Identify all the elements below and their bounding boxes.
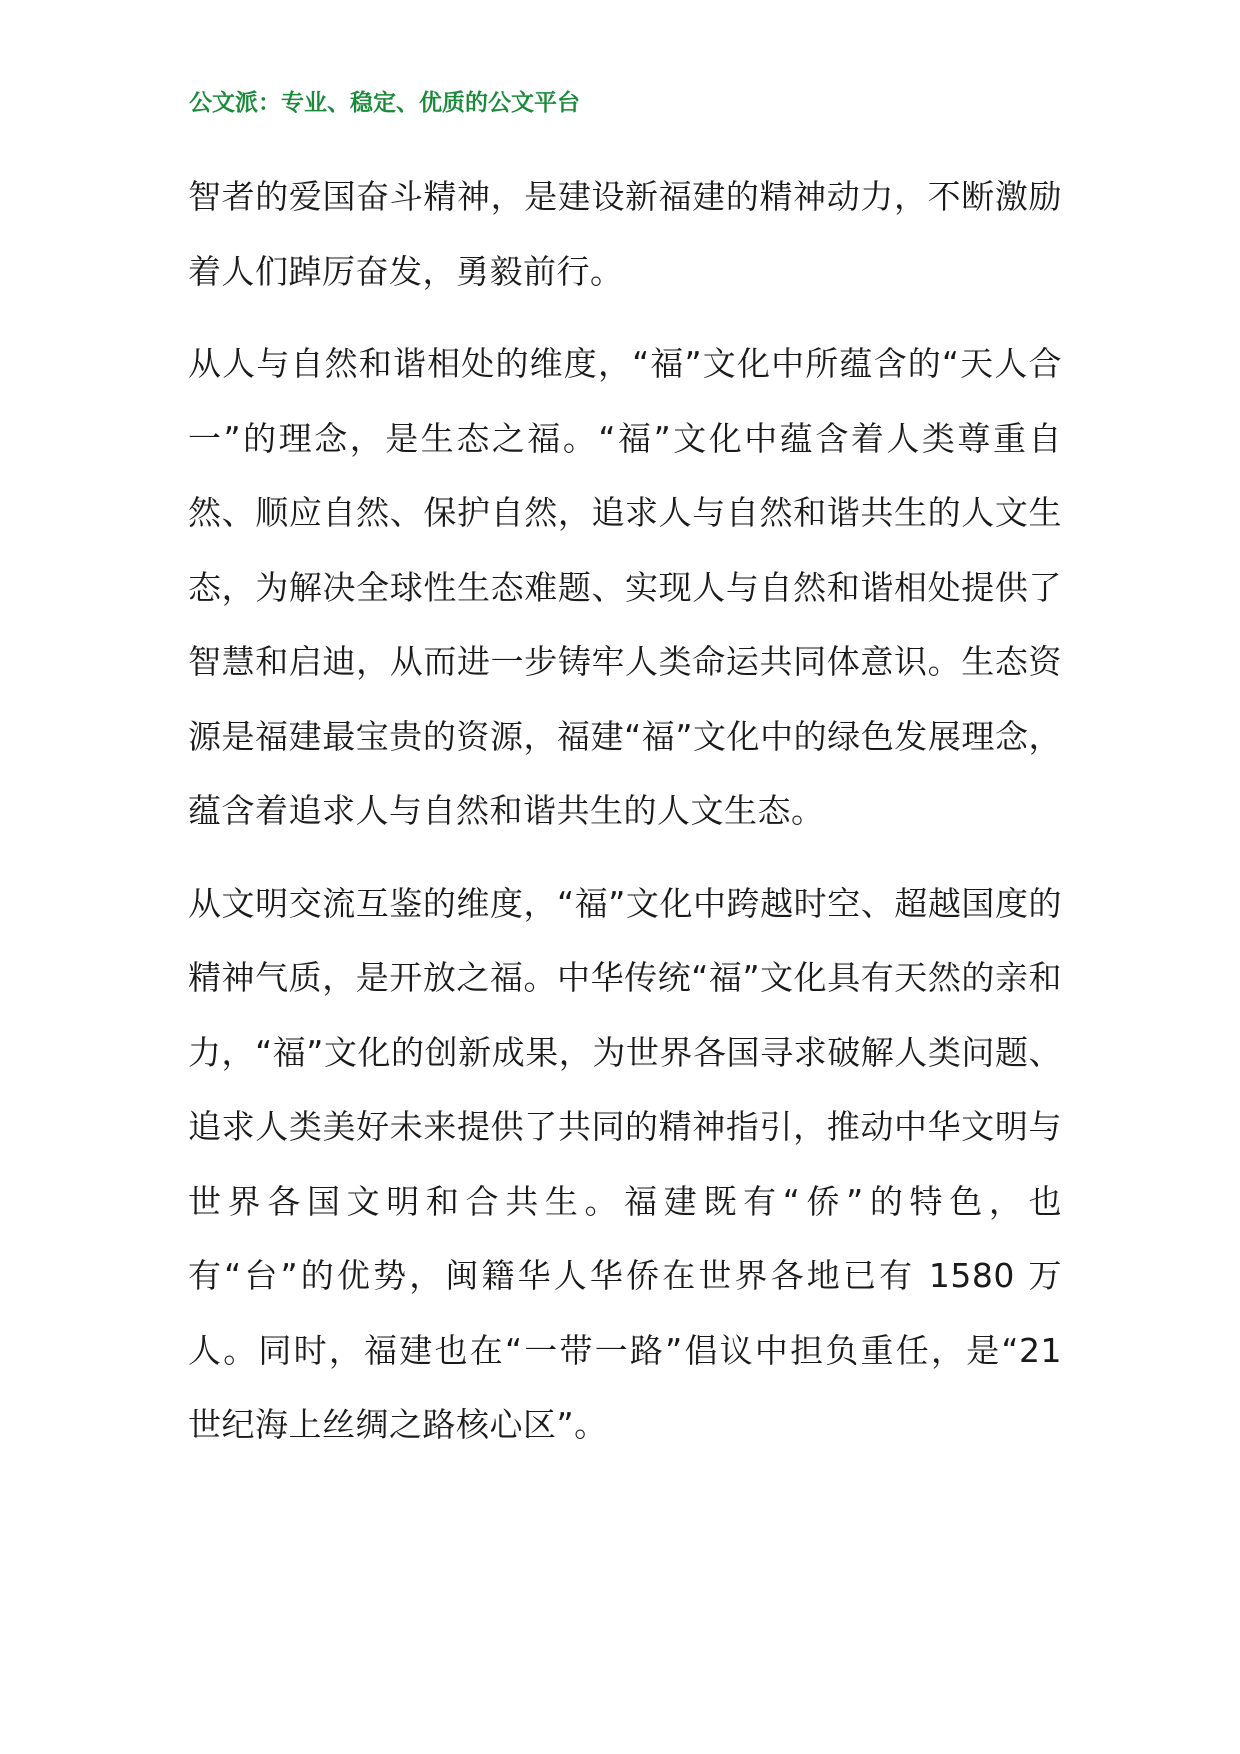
- document-body: [188, 160, 1062, 1481]
- paragraph-patriotic-spirit: 智者的爱国奋斗精神，是建设新福建的精神动力，不断激励着人们踔厉奋发，勇毅前行。: [188, 177, 1062, 291]
- page-header: 公文派：专业、稳定、优质的公文平台: [189, 90, 580, 116]
- paragraph-openness-blessing: 从文明交流互鉴的维度，“福”文化中跨越时空、超越国度的精神气质，是开放之福。中华传统“福”文化具有天然的亲和力，“福”文化的创新成果，为世界各国寻求破解人类问题、追求人类美好未来提供了共同的精神指引，推动中华文明与世界各国文明和合共生。福建既有“侨”的特色，也有“台”的优势，闽籍华人华侨在世界各地已有 1580 万人。同时，福建也在“一带一路”倡议中担负重任，是“21 世纪海上丝绸之路核心区”。: [188, 883, 1062, 1444]
- paragraph-ecological-blessing: 从人与自然和谐相处的维度，“福”文化中所蕴含的“天人合一”的理念，是生态之福。“福”文化中蕴含着人类尊重自然、顺应自然、保护自然，追求人与自然和谐共生的人文生态，为解决全球性生态难题、实现人与自然和谐相处提供了智慧和启迪，从而进一步铸牢人类命运共同体意识。生态资源是福建最宝贵的资源，福建“福”文化中的绿色发展理念，蕴含着追求人与自然和谐共生的人文生态。: [188, 344, 1062, 830]
